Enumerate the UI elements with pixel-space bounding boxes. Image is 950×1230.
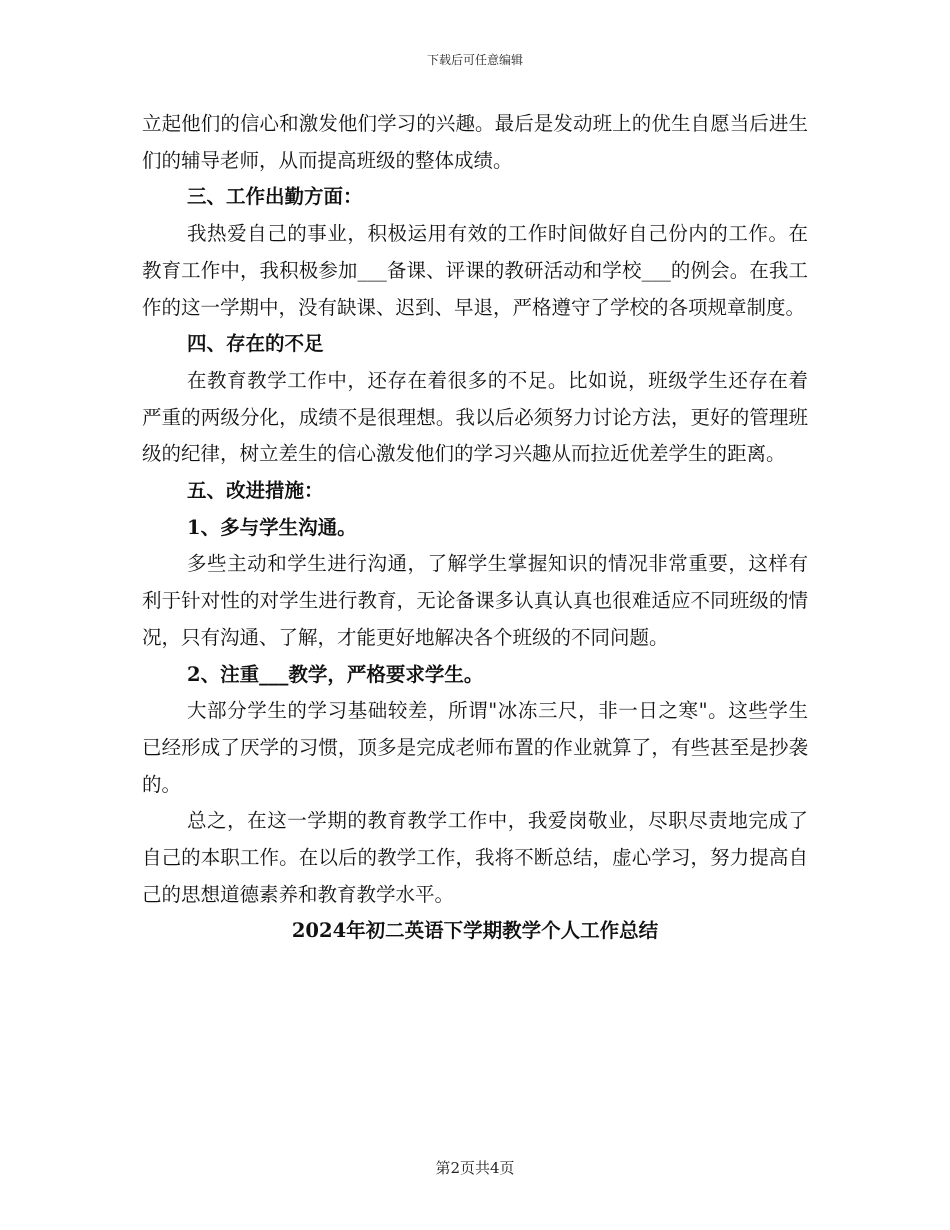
page-header: 下载后可任意编辑 — [426, 53, 523, 67]
document-body — [142, 106, 808, 950]
paragraph-communication: 多些主动和学生进行沟通，了解学生掌握知识的情况非常重要，这样有利于针对性的对学生进行教育，无论备课多认真认真也很难适应不同班级的情况，只有沟通、了解，才能更好地解决各个班级的不同问题。 — [142, 552, 808, 649]
page-footer: 第2页共4页 — [435, 1159, 515, 1177]
section-heading-shortcomings: 四、存在的不足 — [187, 332, 324, 356]
subheading-communication: 1、多与学生沟通。 — [187, 515, 357, 539]
subheading-teaching-requirements: 2、注重___教学，严格要求学生。 — [187, 662, 484, 686]
paragraph-attendance: 我热爱自己的事业，积极运用有效的工作时间做好自己份内的工作。在教育工作中，我积极参加___备课、评课的教研活动和学校___的例会。在我工作的这一学期中，没有缺课、迟到、早退，严格遵守了学校的各项规章制度。 — [142, 222, 808, 319]
next-document-title: 2024年初二英语下学期教学个人工作总结 — [291, 919, 659, 943]
paragraph-student-basics: 大部分学生的学习基础较差，所谓"冰冻三尺，非一日之寒"。这些学生已经形成了厌学的习惯，顶多是完成老师布置的作业就算了，有些甚至是抄袭的。 — [142, 699, 808, 796]
section-heading-improvements: 五、改进措施： — [187, 479, 324, 503]
paragraph-shortcomings: 在教育教学工作中，还存在着很多的不足。比如说，班级学生还存在着严重的两级分化，成绩不是很理想。我以后必须努力讨论方法，更好的管理班级的纪律，树立差生的信心激发他们的学习兴趣从而拉近优差学生的距离。 — [142, 368, 808, 466]
paragraph-continuation: 立起他们的信心和激发他们学习的兴趣。最后是发动班上的优生自愿当后进生们的辅导老师，从而提高班级的整体成绩。 — [142, 112, 808, 172]
paragraph-conclusion: 总之，在这一学期的教育教学工作中，我爱岗敬业，尽职尽责地完成了自己的本职工作。在以后的教学工作，我将不断总结，虚心学习，努力提高自己的思想道德素养和教育教学水平。 — [142, 809, 808, 906]
section-heading-attendance: 三、工作出勤方面： — [187, 185, 363, 209]
